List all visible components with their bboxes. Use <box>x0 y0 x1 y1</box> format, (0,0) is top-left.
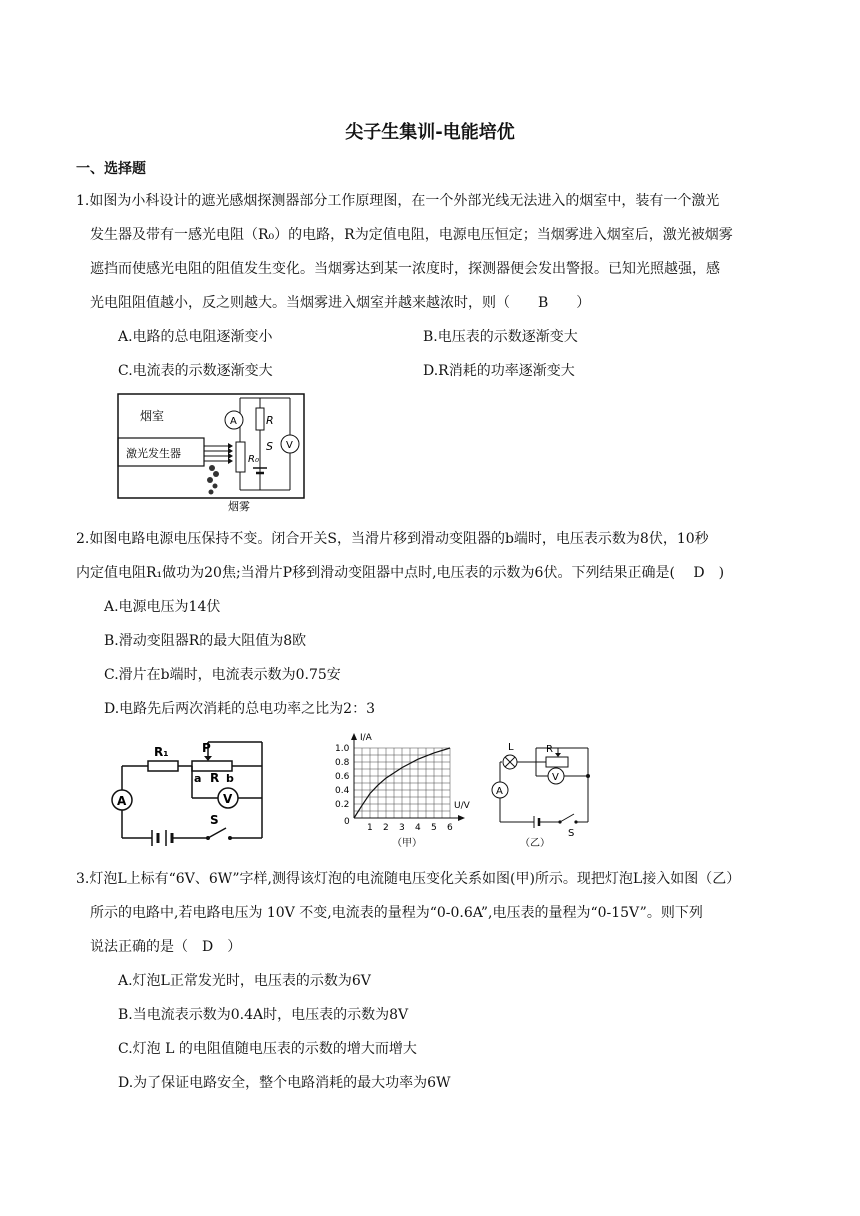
q1-option-d: D.R消耗的功率逐渐变大 <box>423 363 575 379</box>
voltmeter-label-3: V <box>552 772 559 783</box>
ammeter-label-2: A <box>117 794 127 808</box>
rheostat-icon-2 <box>546 757 568 767</box>
voltmeter-label: V <box>286 440 293 451</box>
q2-line-2: 内定值电阻R₁做功为20焦;当滑片P移到滑动变阻器中点时,电压表的示数为6伏。下列结果正确是( D ) <box>76 565 725 581</box>
section-heading: 一、选择题 <box>76 161 146 177</box>
chart-origin: 0 <box>344 817 350 827</box>
q3-line-3: 说法正确的是（ D ） <box>90 939 242 955</box>
rheostat-label: R <box>546 744 553 755</box>
current-voltage-chart <box>330 728 475 852</box>
q3-line-1: 3.灯泡L上标有“6V、6W”字样,测得该灯泡的电流随电压变化关系如图(甲)所示。现把灯泡L接入如图（乙） <box>76 871 741 887</box>
y-tick-label: 1.0 <box>335 744 350 754</box>
circuit-b-caption: （乙） <box>520 838 550 849</box>
switch-label: S <box>266 440 273 453</box>
q2-option-d: D.电路先后两次消耗的总电功率之比为2：3 <box>104 701 375 717</box>
y-tick-label: 0.6 <box>335 772 350 782</box>
chart-ylabel: I/A <box>360 733 372 743</box>
y-tick-label: 0.4 <box>335 786 350 796</box>
x-tick-label: 4 <box>415 823 421 833</box>
y-tick-label: 0.8 <box>335 758 350 768</box>
q2-line-1: 2.如图电路电源电压保持不变。闭合开关S，当滑片移到滑动变阻器的b端时，电压表示数为8伏，10秒 <box>76 531 709 547</box>
smoke-detector-diagram <box>112 390 308 514</box>
chart-caption: （甲） <box>392 838 422 849</box>
y-tick-label: 0.2 <box>335 800 350 810</box>
lamp-circuit-diagram <box>488 738 600 850</box>
room-label: 烟室 <box>140 409 165 423</box>
ammeter-label-3: A <box>496 786 503 797</box>
resistor-r-icon <box>256 408 264 430</box>
q2-option-c: C.滑片在b端时，电流表示数为0.75安 <box>104 667 341 683</box>
q3-option-b: B.当电流表示数为0.4A时，电压表的示数为8V <box>118 1007 409 1023</box>
chart-xlabel: U/V <box>454 801 470 811</box>
p-label: P <box>202 741 211 755</box>
x-tick-label: 6 <box>447 823 453 833</box>
laser-label: 激光发生器 <box>126 447 181 460</box>
rheostat-icon <box>192 761 232 771</box>
r0-label: R₀ <box>248 454 259 465</box>
r0-resistor-icon <box>236 442 245 472</box>
smoke-label: 烟雾 <box>228 500 250 513</box>
q2-option-a: A.电源电压为14伏 <box>104 599 221 615</box>
q1-option-a: A.电路的总电阻逐渐变小 <box>118 329 273 345</box>
r1-label: R₁ <box>154 745 169 759</box>
q3-option-a: A.灯泡L正常发光时，电压表的示数为6V <box>118 973 371 989</box>
q1-line-1: 1.如图为小科设计的遮光感烟探测器部分工作原理图，在一个外部光线无法进入的烟室中，装有一个激光 <box>76 193 720 209</box>
ammeter-label: A <box>230 416 237 427</box>
q1-line-4: 光电阻阻值越小，反之则越大。当烟雾进入烟室并越来越浓时，则（ B ） <box>90 295 591 311</box>
r-label-2: R <box>210 771 220 785</box>
voltmeter-label-2: V <box>223 792 233 806</box>
r-label: R <box>266 414 274 427</box>
x-tick-label: 5 <box>431 823 437 833</box>
r1-resistor-icon <box>148 761 178 771</box>
switch-icon-2 <box>560 814 574 822</box>
a-label: a <box>194 772 202 785</box>
q3-option-c: C.灯泡 L 的电阻值随电压表的示数的增大而增大 <box>118 1041 417 1057</box>
lamp-label: L <box>508 742 514 753</box>
smoke-icon <box>207 465 219 495</box>
q1-line-2: 发生器及带有一感光电阻（R₀）的电路，R为定值电阻，电源电压恒定；当烟雾进入烟室后，激光被烟雾 <box>90 227 733 243</box>
rheostat-circuit-diagram <box>108 732 268 848</box>
q1-line-3: 遮挡而使感光电阻的阻值发生变化。当烟雾达到某一浓度时，探测器便会发出警报。已知光照越强，感 <box>90 261 720 277</box>
b-label: b <box>226 772 234 785</box>
q1-option-b: B.电压表的示数逐渐变大 <box>423 329 578 345</box>
q1-option-c: C.电流表的示数逐渐变大 <box>118 363 273 379</box>
x-tick-label: 2 <box>383 823 389 833</box>
q2-option-b: B.滑动变阻器R的最大阻值为8欧 <box>104 633 307 649</box>
q3-option-d: D.为了保证电路安全，整个电路消耗的最大功率为6W <box>118 1075 451 1091</box>
q3-line-2: 所示的电路中,若电路电压为 10V 不变,电流表的量程为“0-0.6A”,电压表的量程为“0-15V”。则下列 <box>90 905 703 921</box>
x-tick-label: 3 <box>399 823 405 833</box>
page-title: 尖子生集训-电能培优 <box>345 122 515 143</box>
switch-icon <box>208 828 226 838</box>
switch-label-3: S <box>568 828 575 839</box>
x-tick-label: 1 <box>367 823 373 833</box>
switch-label-2: S <box>210 813 219 827</box>
